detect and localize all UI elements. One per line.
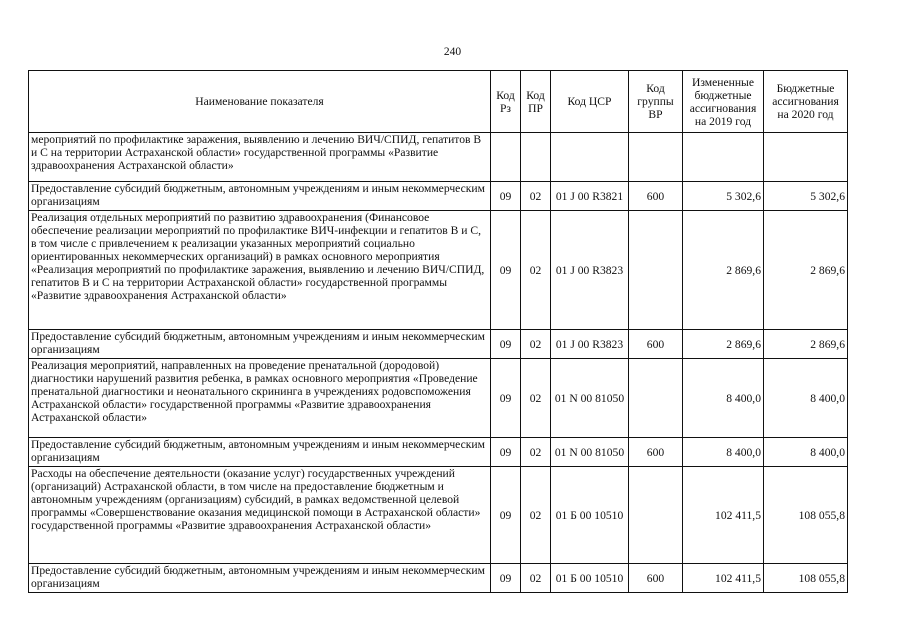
row-2020 — [764, 133, 848, 182]
row-csr: 01 J 00 R3823 — [551, 211, 629, 330]
row-rz: 09 — [491, 182, 521, 211]
row-rz: 09 — [491, 211, 521, 330]
row-2019 — [683, 133, 764, 182]
table-row — [29, 564, 848, 593]
header-pr: Код ПР — [521, 71, 551, 133]
row-2020: 108 055,8 — [764, 467, 848, 564]
row-rz: 09 — [491, 330, 521, 359]
row-2019: 102 411,5 — [683, 564, 764, 593]
row-2019: 8 400,0 — [683, 359, 764, 438]
table-row — [29, 182, 848, 211]
row-vr — [629, 359, 683, 438]
row-vr — [629, 211, 683, 330]
row-name: Реализация мероприятий, направленных на проведение пренатальной (дородовой) диагностики нарушений развития ребенка, в рамках основного мероприятия «Проведение пренатальной диагностики и неонатального скрининга в учреждениях родовспоможения Астраханской области» государственной программы «Развитие здравоохранения Астраханской области» — [29, 359, 491, 438]
row-rz: 09 — [491, 438, 521, 467]
table-row — [29, 467, 848, 564]
row-csr — [551, 133, 629, 182]
table-row — [29, 438, 848, 467]
table-row — [29, 330, 848, 359]
row-name: Расходы на обеспечение деятельности (оказание услуг) государственных учреждений (организаций) Астраханской области, в том числе на предоставление бюджетным и автономным учреждениям (организациям) субсидий, в рамках ведомственной целевой программы «Совершенствование оказания медицинской помощи в Астраханской области» государственной программы «Развитие здравоохранения Астраханской области» — [29, 467, 491, 564]
row-csr: 01 Б 00 10510 — [551, 564, 629, 593]
header-2020: Бюджетные ассигнования на 2020 год — [764, 71, 848, 133]
row-name: мероприятий по профилактике заражения, выявлению и лечению ВИЧ/СПИД, гепатитов В и С на территории Астраханской области» государственной программы «Развитие здравоохранения Астраханской области» — [29, 133, 491, 182]
row-pr: 02 — [521, 330, 551, 359]
row-rz: 09 — [491, 467, 521, 564]
row-2020: 5 302,6 — [764, 182, 848, 211]
header-csr: Код ЦСР — [551, 71, 629, 133]
page-number: 240 — [443, 46, 462, 58]
row-name: Предоставление субсидий бюджетным, автономным учреждениям и иным некоммерческим организациям — [29, 182, 491, 211]
row-2020: 2 869,6 — [764, 211, 848, 330]
row-2019: 5 302,6 — [683, 182, 764, 211]
row-vr: 600 — [629, 182, 683, 211]
row-2019: 102 411,5 — [683, 467, 764, 564]
row-vr: 600 — [629, 330, 683, 359]
header-row — [29, 71, 848, 133]
row-pr: 02 — [521, 467, 551, 564]
row-pr: 02 — [521, 438, 551, 467]
header-vr: Код группы ВР — [629, 71, 683, 133]
row-2019: 2 869,6 — [683, 211, 764, 330]
row-name: Предоставление субсидий бюджетным, автономным учреждениям и иным некоммерческим организациям — [29, 330, 491, 359]
row-2019: 2 869,6 — [683, 330, 764, 359]
row-csr: 01 J 00 R3823 — [551, 330, 629, 359]
row-2019: 8 400,0 — [683, 438, 764, 467]
header-2019: Измененные бюджетные ассигнования на 2019 год — [683, 71, 764, 133]
row-rz: 09 — [491, 359, 521, 438]
header-rz: Код Рз — [491, 71, 521, 133]
row-2020: 8 400,0 — [764, 359, 848, 438]
table-row — [29, 359, 848, 438]
row-name: Предоставление субсидий бюджетным, автономным учреждениям и иным некоммерческим организациям — [29, 438, 491, 467]
row-vr: 600 — [629, 438, 683, 467]
row-2020: 108 055,8 — [764, 564, 848, 593]
header-name: Наименование показателя — [29, 71, 491, 133]
row-vr — [629, 467, 683, 564]
row-name: Предоставление субсидий бюджетным, автономным учреждениям и иным некоммерческим организациям — [29, 564, 491, 593]
row-pr: 02 — [521, 359, 551, 438]
row-csr: 01 N 00 81050 — [551, 438, 629, 467]
table-row — [29, 133, 848, 182]
row-2020: 2 869,6 — [764, 330, 848, 359]
row-2020: 8 400,0 — [764, 438, 848, 467]
row-name: Реализация отдельных мероприятий по развитию здравоохранения (Финансовое обеспечение реализации мероприятий по профилактике ВИЧ-инфекции и гепатитов В и С, в том числе с привлечением к реализации указанных мероприятий социально ориентированных некоммерческих организаций) в рамках основного мероприятия «Реализация мероприятий по профилактике заражения, выявлению и лечению ВИЧ/СПИД, гепатитов В и С на территории Астраханской области» государственной программы «Развитие здравоохранения Астраханской области» — [29, 211, 491, 330]
row-pr: 02 — [521, 182, 551, 211]
budget-table — [28, 70, 848, 593]
row-rz: 09 — [491, 564, 521, 593]
row-pr — [521, 133, 551, 182]
row-csr: 01 Б 00 10510 — [551, 467, 629, 564]
row-pr: 02 — [521, 564, 551, 593]
row-vr: 600 — [629, 564, 683, 593]
row-rz — [491, 133, 521, 182]
table-row — [29, 211, 848, 330]
row-csr: 01 N 00 81050 — [551, 359, 629, 438]
row-csr: 01 J 00 R3821 — [551, 182, 629, 211]
row-vr — [629, 133, 683, 182]
row-pr: 02 — [521, 211, 551, 330]
